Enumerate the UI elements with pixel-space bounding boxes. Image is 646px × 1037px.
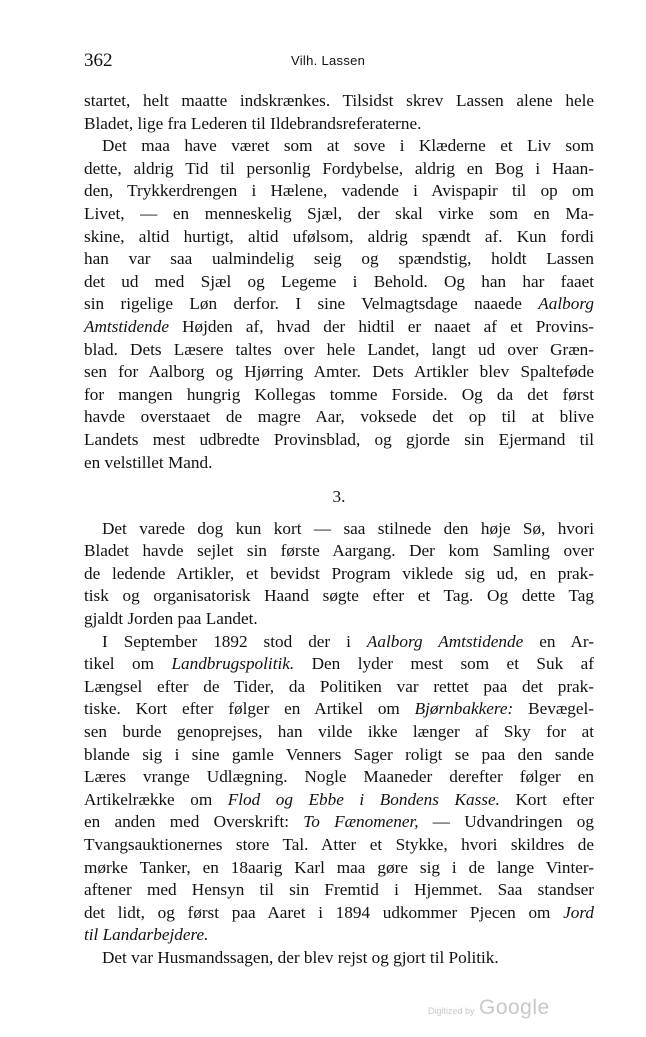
text-line	[84, 180, 594, 203]
text-line	[84, 158, 594, 181]
text-line	[84, 857, 594, 880]
italic-title: Jord	[563, 902, 594, 922]
text-line	[84, 631, 594, 654]
italic-title: Aalborg	[538, 294, 594, 314]
text-line	[84, 721, 594, 744]
text-line	[84, 585, 594, 608]
digitized-by-google-watermark	[428, 996, 550, 1020]
text-line	[84, 518, 594, 541]
text-line	[84, 834, 594, 857]
text-line	[84, 293, 594, 316]
text-run: Tvangsauktionernes store Tal. Atter et Stykke, hvori skildres de	[84, 835, 594, 854]
text-run: Højden af, hvad der hidtil er naaet af et Provins-	[168, 316, 594, 336]
text-run: havde overstaaet de magre Aar, voksede det op til at blive	[84, 407, 594, 427]
text-line	[84, 316, 594, 339]
text-line	[84, 653, 594, 676]
text-run: de ledende Artikler, et bevidst Program viklede sig ud, en prak-	[84, 563, 594, 583]
text-run: Artikelrække om	[84, 789, 228, 809]
text-run: sen burde genoprejses, han vilde ikke længer af Sky for at	[84, 722, 594, 742]
text-line	[84, 811, 594, 834]
italic-title: Landbrugspolitik.	[171, 654, 295, 674]
google-logo-text: Google	[478, 996, 550, 1019]
text-line	[84, 203, 594, 226]
page-header	[84, 50, 594, 74]
text-line	[84, 879, 594, 902]
text-run: I September 1892 stod der i	[102, 631, 367, 651]
text-run: tisk og organisatorisk Haand søgte efter et Tag. Og dette Tag	[84, 586, 594, 606]
text-run: startet, helt maatte indskrænkes. Tilsidst skrev Lassen alene hele	[84, 91, 594, 110]
text-line	[84, 226, 594, 249]
text-run: han var saa ualmindelig seig og spændstig, holdt Lassen	[84, 249, 594, 269]
text-run: den, Trykkerdrengen i Hælene, vadende i Avispapir til op om	[84, 181, 594, 201]
running-head: Vilh. Lassen	[291, 53, 366, 68]
italic-title: Amtstidende	[84, 316, 169, 336]
text-line	[84, 429, 594, 452]
text-run: Det varede dog kun kort — saa stilnede den høje Sø, hvori	[102, 518, 594, 538]
text-run: en velstillet Mand.	[84, 452, 213, 472]
text-run: Livet, — en menneskelig Sjæl, der skal virke som en Ma-	[84, 203, 594, 223]
text-run: mørke Tanker, en 18aarig Karl maa gøre sig i de lange Vinter-	[84, 857, 594, 877]
italic-title: til Landarbejdere.	[84, 925, 209, 945]
section-number: 3.	[332, 487, 346, 507]
text-line	[84, 452, 594, 475]
text-run: det lidt, og først paa Aaret i 1894 udkommer Pjecen om	[84, 902, 564, 922]
text-run: det ud med Sjæl og Legeme i Behold. Og han har faaet	[84, 271, 594, 291]
text-run: — Udvandringen og	[418, 812, 594, 832]
italic-title: To Fænomener,	[303, 812, 419, 832]
text-line	[84, 248, 594, 271]
text-run: sin rigelige Løn derfor. I sine Velmagtsdage naaede	[84, 294, 539, 314]
text-run: Læres vrange Udlægning. Nogle Maaneder derefter følger en	[84, 767, 594, 787]
text-line	[84, 361, 594, 384]
paragraphs-before-section	[84, 90, 594, 474]
text-run: tiske. Kort efter følger en Artikel om	[84, 699, 415, 719]
text-run: for mangen hungrig Kollegas tomme Forside. Og da det først	[84, 384, 594, 404]
text-run: Længsel efter de Tider, da Politiken var rettet paa det prak-	[84, 676, 594, 696]
text-line	[84, 924, 594, 947]
text-line	[84, 563, 594, 586]
text-run: sen for Aalborg og Hjørring Amter. Dets Artikler blev Spalteføde	[84, 362, 594, 382]
text-run: Kort efter	[499, 789, 594, 809]
text-run: gjaldt Jorden paa Landet.	[84, 609, 258, 629]
page-number: 362	[84, 50, 113, 71]
italic-title: Bjørnbakkere:	[414, 699, 514, 719]
italic-title: Flod og Ebbe i Bondens Kasse.	[227, 789, 500, 809]
text-line	[84, 744, 594, 767]
text-run: tikel om	[84, 654, 172, 674]
text-line	[84, 676, 594, 699]
text-line	[84, 608, 594, 631]
text-run: en anden med Overskrift:	[84, 812, 304, 832]
text-line	[84, 406, 594, 429]
text-line	[84, 339, 594, 362]
text-run: blad. Dets Læsere taltes over hele Landet, langt ud over Græn-	[84, 339, 594, 359]
text-run: Det maa have været som at sove i Klæderne et Liv som	[102, 136, 594, 156]
text-run: Den lyder mest som et Suk af	[294, 654, 594, 674]
text-run: en Ar-	[523, 631, 594, 651]
text-line	[84, 902, 594, 925]
text-line	[84, 113, 594, 136]
text-line	[84, 271, 594, 294]
watermark-prefix: Digitized by	[428, 1006, 475, 1016]
body-text	[84, 90, 594, 970]
paragraphs-after-section	[84, 518, 594, 970]
text-run: Bevægel-	[513, 699, 595, 719]
text-line	[84, 384, 594, 407]
text-run: Bladet havde sejlet sin første Aargang. Der kom Samling over	[84, 541, 594, 561]
text-line	[84, 135, 594, 158]
text-run: skine, altid hurtigt, altid ufølsom, aldrig spændt af. Kun fordi	[84, 226, 594, 246]
text-line	[84, 947, 594, 970]
text-run: dette, aldrig Tid til personlig Fordybelse, aldrig en Bog i Haan-	[84, 158, 594, 178]
text-line	[84, 766, 594, 789]
text-run: Bladet, lige fra Lederen til Ildebrandsreferaterne.	[84, 113, 422, 133]
text-line	[84, 789, 594, 812]
text-run: blande sig i sine gamle Venners Sager roligt se paa den sande	[84, 744, 594, 764]
text-line	[84, 90, 594, 113]
text-line	[84, 540, 594, 563]
italic-title: Aalborg Amtstidende	[366, 631, 524, 651]
text-run: Det var Husmandssagen, der blev rejst og gjort til Politik.	[102, 947, 499, 967]
text-run: aftener med Hensyn til sin Fremtid i Hjemmet. Saa standser	[84, 880, 594, 900]
text-line	[84, 698, 594, 721]
text-run: Landets mest udbredte Provinsblad, og gjorde sin Ejermand til	[84, 429, 594, 449]
